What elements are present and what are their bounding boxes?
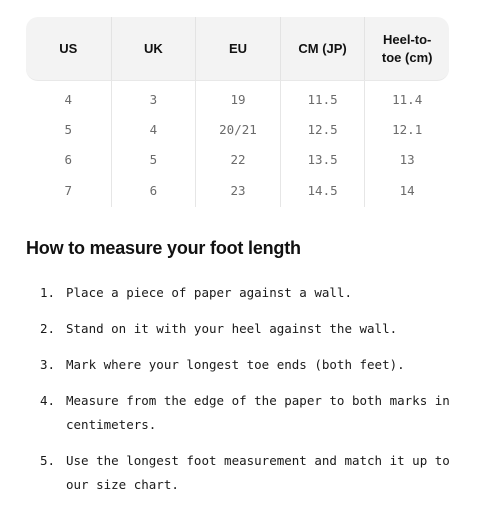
cell-eu: 20/21 [195, 114, 280, 144]
list-item [40, 353, 450, 377]
cell-heel-to-toe: 11.4 [364, 81, 449, 114]
header-uk: UK [111, 17, 196, 81]
table-row [26, 81, 449, 114]
step-number: 2. [40, 321, 56, 336]
step-text: Use the longest foot measurement and match it up to our size chart. [66, 453, 450, 492]
cell-us: 4 [64, 91, 73, 107]
size-chart-table [26, 17, 449, 207]
step-text: Measure from the edge of the paper to both marks in centimeters. [66, 393, 450, 432]
step-number: 3. [40, 357, 56, 372]
size-chart-header [26, 17, 449, 81]
cell-eu: 22 [195, 144, 280, 174]
list-item [40, 281, 450, 305]
list-item [40, 389, 450, 437]
step-text: Mark where your longest toe ends (both feet). [66, 357, 405, 372]
table-row [26, 114, 449, 144]
header-row [26, 17, 449, 81]
header-us: US [26, 17, 111, 81]
step-number: 1. [40, 285, 56, 300]
step-number: 4. [40, 393, 56, 408]
header-eu: EU [195, 17, 280, 81]
cell-us: 7 [64, 183, 73, 198]
cell-cm-jp: 11.5 [280, 81, 365, 114]
cell-heel-to-toe: 13 [364, 144, 449, 174]
cell-uk: 6 [111, 174, 196, 207]
step-number: 5. [40, 453, 56, 468]
cell-us: 5 [64, 121, 73, 137]
cell-cm-jp: 13.5 [280, 144, 365, 174]
step-text: Stand on it with your heel against the wall. [66, 321, 398, 336]
cell-heel-to-toe: 12.1 [364, 114, 449, 144]
cell-eu: 23 [195, 174, 280, 207]
cell-eu: 19 [195, 81, 280, 114]
list-item [40, 317, 450, 341]
cell-uk: 4 [111, 114, 196, 144]
table-row [26, 144, 449, 174]
table-row [26, 174, 449, 207]
measure-steps-list [40, 281, 450, 509]
step-text: Place a piece of paper against a wall. [66, 285, 352, 300]
cell-uk: 5 [111, 144, 196, 174]
cell-cm-jp: 14.5 [280, 174, 365, 207]
cell-uk: 3 [111, 81, 196, 114]
cell-heel-to-toe: 14 [364, 174, 449, 207]
header-cm-jp: CM (JP) [280, 17, 365, 81]
section-title: How to measure your foot length [26, 238, 301, 258]
header-heel-to-toe: Heel-to-toe (cm) [364, 17, 449, 81]
size-chart-body [26, 81, 449, 207]
cell-cm-jp: 12.5 [280, 114, 365, 144]
cell-us: 6 [64, 151, 73, 167]
list-item [40, 449, 450, 497]
